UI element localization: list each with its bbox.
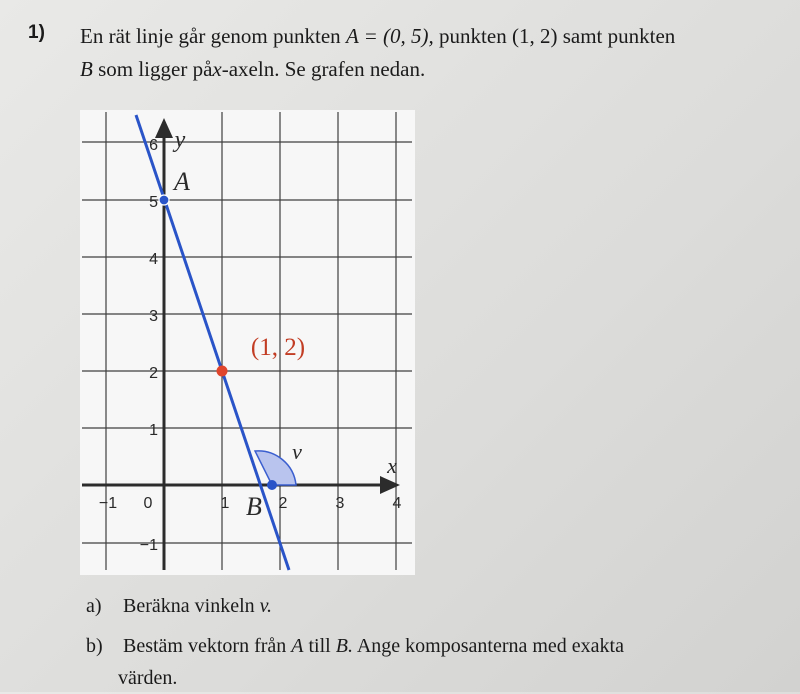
question-text-part: samt punkten — [562, 24, 676, 48]
x-tick-label: −1 — [98, 495, 118, 512]
x-axis-label: x — [387, 453, 397, 478]
point-A — [159, 195, 169, 205]
y-axis-label: y — [174, 127, 186, 153]
label-A: A — [174, 167, 190, 196]
label-B: B — [246, 492, 262, 521]
label-point-1-2: (1, 2) — [250, 334, 306, 361]
point-B-var: B — [80, 57, 93, 81]
point-1-2 — [217, 366, 228, 377]
subquestion-b — [86, 630, 726, 694]
subquestion-b-var-B: B. — [335, 635, 353, 657]
question-text-part: punkten — [439, 24, 507, 48]
subquestion-b-continuation: värden. — [118, 667, 178, 689]
x-tick-label: 4 — [392, 495, 402, 512]
question-text-part: -axeln. Se grafen nedan. — [221, 57, 426, 81]
y-tick-label: 2 — [149, 365, 158, 382]
subquestion-a — [86, 590, 272, 622]
label-angle-v: v — [292, 439, 302, 464]
question-text-part: En rät linje går genom punkten — [80, 24, 341, 48]
x-axis-var: x — [212, 57, 222, 81]
y-tick-label: 4 — [149, 251, 158, 268]
question-number: 1) — [28, 22, 45, 43]
subquestion-b-text: Ange komposanterna med exakta — [356, 635, 624, 657]
question-text-part: som ligger på — [98, 57, 213, 81]
subquestion-b-label: b) — [86, 635, 103, 657]
subquestion-b-var-A: A — [291, 635, 304, 657]
y-tick-label: 5 — [149, 194, 158, 211]
subquestion-a-text: Beräkna vinkeln — [123, 595, 255, 617]
x-tick-label: 3 — [335, 495, 345, 512]
subquestion-a-var: v. — [259, 595, 273, 617]
subquestion-a-label: a) — [86, 595, 102, 617]
y-tick-label: 1 — [149, 422, 158, 439]
y-tick-label: 6 — [149, 137, 158, 154]
y-tick-label: 3 — [149, 308, 158, 325]
subquestion-b-text: till — [308, 635, 331, 657]
subquestion-b-text: Bestäm vektorn från — [123, 635, 287, 657]
point-A-expression: A = (0, 5), — [345, 24, 434, 48]
point-12-expression: (1, 2) — [511, 24, 558, 48]
y-tick-label: −1 — [139, 537, 158, 554]
x-tick-label: 1 — [220, 495, 230, 512]
x-tick-label: 0 — [143, 495, 153, 512]
x-tick-label: 2 — [278, 495, 288, 512]
point-B — [267, 480, 277, 490]
